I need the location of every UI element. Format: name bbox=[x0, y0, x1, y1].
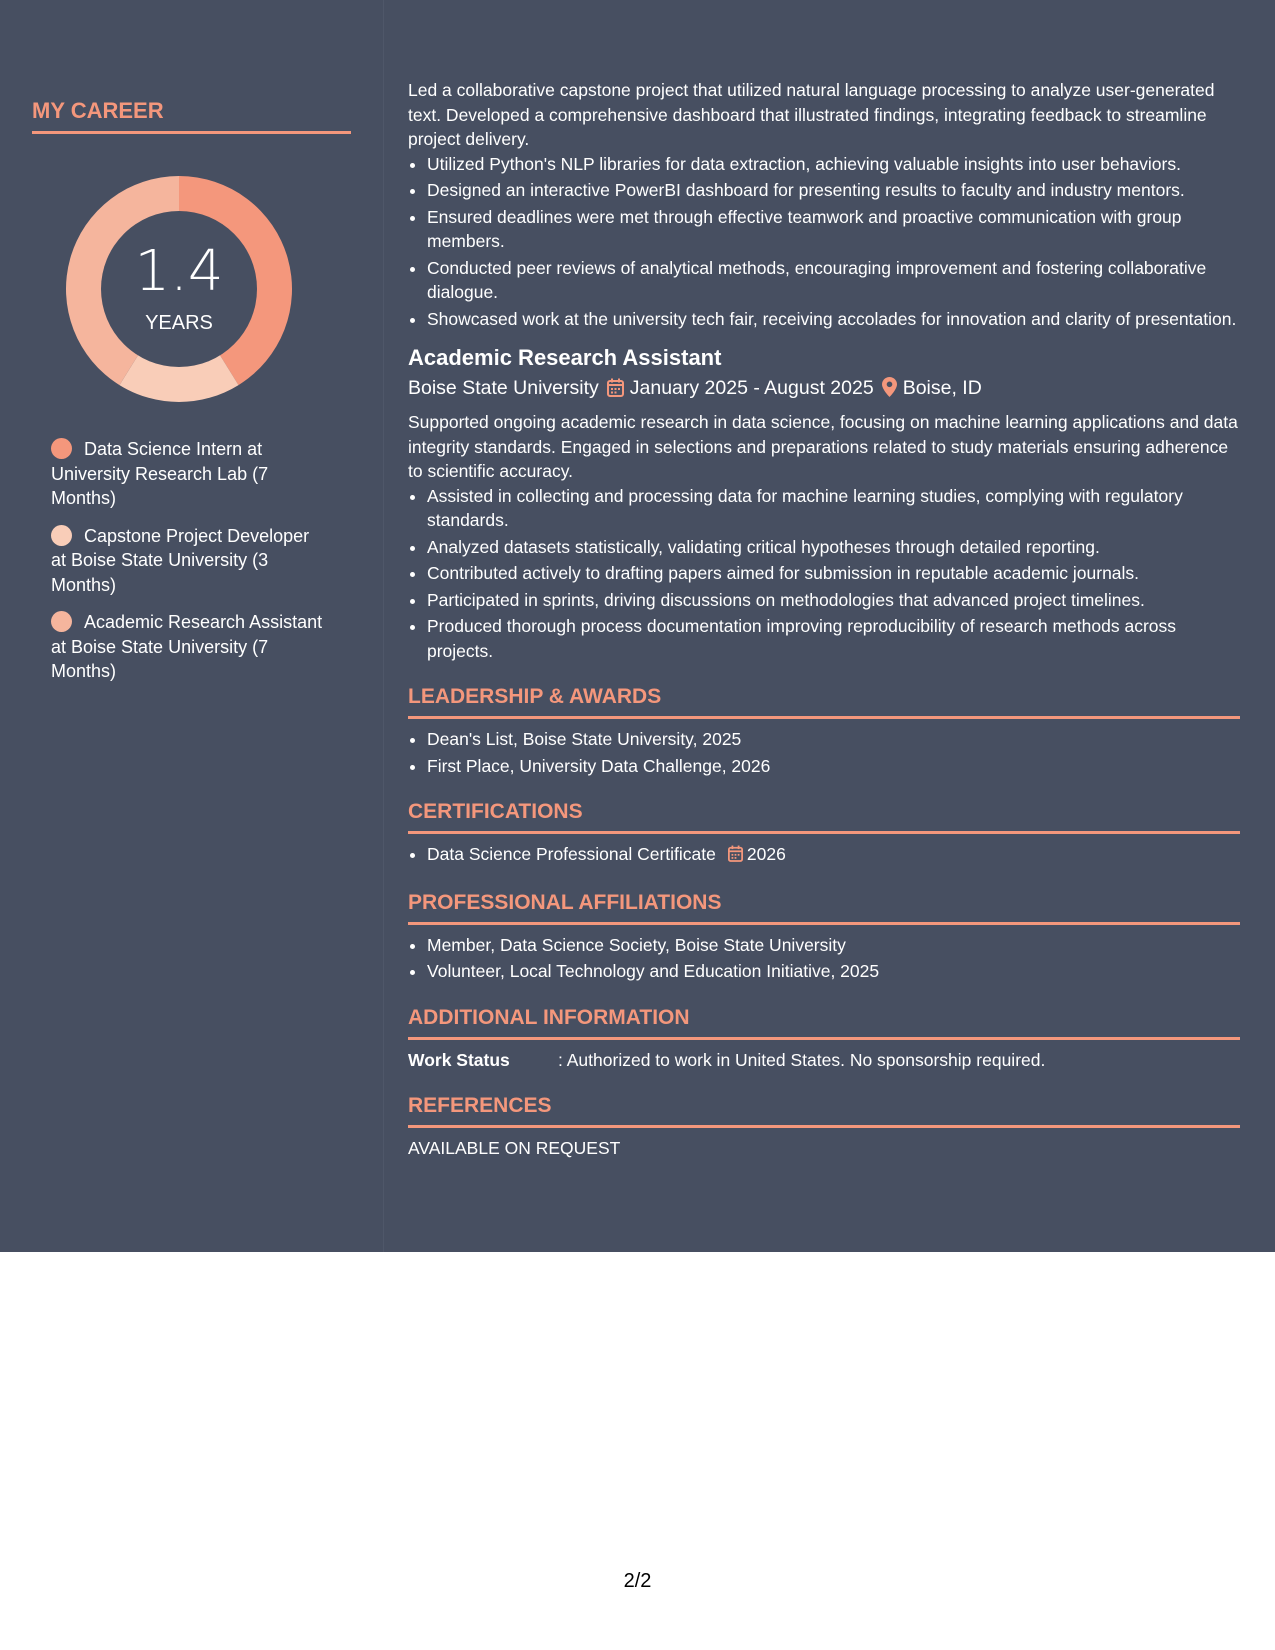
calendar-icon bbox=[607, 376, 624, 406]
capstone-bullets bbox=[427, 152, 1240, 332]
career-legend bbox=[51, 437, 326, 697]
work-status-value: : Authorized to work in United States. No sponsorship required. bbox=[558, 1049, 1046, 1070]
legend-label: Academic Research Assistant at Boise State University (7 Months) bbox=[51, 612, 323, 681]
references-heading: REFERENCES bbox=[408, 1092, 1240, 1128]
affiliations-list bbox=[427, 933, 1240, 984]
career-total-unit: YEARS bbox=[145, 312, 213, 334]
job-title: Academic Research Assistant bbox=[408, 345, 722, 370]
work-status-row bbox=[408, 1048, 1240, 1073]
list-item: • Analyzed datasets statistically, validating critical hypotheses through detailed reporting. bbox=[427, 535, 1240, 560]
sidebar bbox=[0, 0, 383, 1252]
research-summary: Supported ongoing academic research in data science, focusing on machine learning applications and data integrity standards. Engaged in selections and preparations related to study materials ensuring adherence to scientific accuracy. bbox=[408, 412, 1238, 481]
list-item: • Volunteer, Local Technology and Education Initiative, 2025 bbox=[427, 959, 1240, 984]
list-item: • Assisted in collecting and processing data for machine learning studies, complying with regulatory standards. bbox=[427, 484, 1240, 533]
list-item: • Showcased work at the university tech fair, receiving accolades for innovation and clarity of presentation. bbox=[427, 307, 1240, 332]
list-item: • First Place, University Data Challenge, 2026 bbox=[427, 754, 1240, 779]
certification-year: 2026 bbox=[746, 844, 786, 864]
job-meta bbox=[408, 373, 1240, 406]
calendar-icon bbox=[728, 844, 743, 869]
job-dates: January 2025 - August 2025 bbox=[629, 377, 874, 399]
list-item bbox=[427, 842, 1240, 869]
legend-dot-icon bbox=[51, 438, 72, 459]
main-content bbox=[408, 78, 1240, 1161]
legend-dot-icon bbox=[51, 611, 72, 632]
certifications-list bbox=[427, 842, 1240, 869]
list-item: • Ensured deadlines were met through effective teamwork and proactive communication with group members. bbox=[427, 205, 1240, 254]
awards-heading: LEADERSHIP & AWARDS bbox=[408, 683, 1240, 719]
affiliations-heading: PROFESSIONAL AFFILIATIONS bbox=[408, 889, 1240, 925]
research-bullets bbox=[427, 484, 1240, 664]
list-item: • Designed an interactive PowerBI dashboard for presenting results to faculty and industry mentors. bbox=[427, 178, 1240, 203]
certifications-heading: CERTIFICATIONS bbox=[408, 798, 1240, 834]
capstone-summary: Led a collaborative capstone project that utilized natural language processing to analyze user-generated text. Developed a comprehensive dashboard that illustrated findings, integrating feedback to streamline project delivery. bbox=[408, 80, 1215, 149]
awards-list bbox=[427, 727, 1240, 778]
additional-info-heading: ADDITIONAL INFORMATION bbox=[408, 1004, 1240, 1040]
work-status-label: Work Status bbox=[408, 1049, 510, 1070]
list-item: • Conducted peer reviews of analytical methods, encouraging improvement and fostering collaborative dialogue. bbox=[427, 256, 1240, 305]
list-item: • Utilized Python's NLP libraries for data extraction, achieving valuable insights into user behaviors. bbox=[427, 152, 1240, 177]
legend-item bbox=[51, 610, 326, 684]
location-pin-icon bbox=[882, 376, 897, 406]
career-total-value: 1.4 bbox=[134, 239, 224, 304]
list-item: • Produced thorough process documentation improving reproducibility of research methods across projects. bbox=[427, 614, 1240, 663]
job-location: Boise, ID bbox=[902, 377, 982, 399]
column-divider bbox=[383, 0, 384, 1252]
legend-label: Data Science Intern at University Research Lab (7 Months) bbox=[51, 439, 269, 508]
certification-name: Data Science Professional Certificate bbox=[427, 844, 716, 864]
career-heading: MY CAREER bbox=[32, 98, 351, 134]
list-item: • Participated in sprints, driving discussions on methodologies that advanced project timelines. bbox=[427, 588, 1240, 613]
job-organization: Boise State University bbox=[408, 377, 599, 399]
legend-item bbox=[51, 524, 326, 598]
list-item: • Dean's List, Boise State University, 2025 bbox=[427, 727, 1240, 752]
references-text: AVAILABLE ON REQUEST bbox=[408, 1138, 621, 1158]
list-item: • Contributed actively to drafting papers aimed for submission in reputable academic journals. bbox=[427, 561, 1240, 586]
page-number: 2/2 bbox=[623, 1570, 652, 1592]
legend-item bbox=[51, 437, 326, 511]
legend-label: Capstone Project Developer at Boise State University (3 Months) bbox=[51, 525, 310, 595]
legend-dot-icon bbox=[51, 525, 72, 546]
list-item: • Member, Data Science Society, Boise State University bbox=[427, 933, 1240, 958]
